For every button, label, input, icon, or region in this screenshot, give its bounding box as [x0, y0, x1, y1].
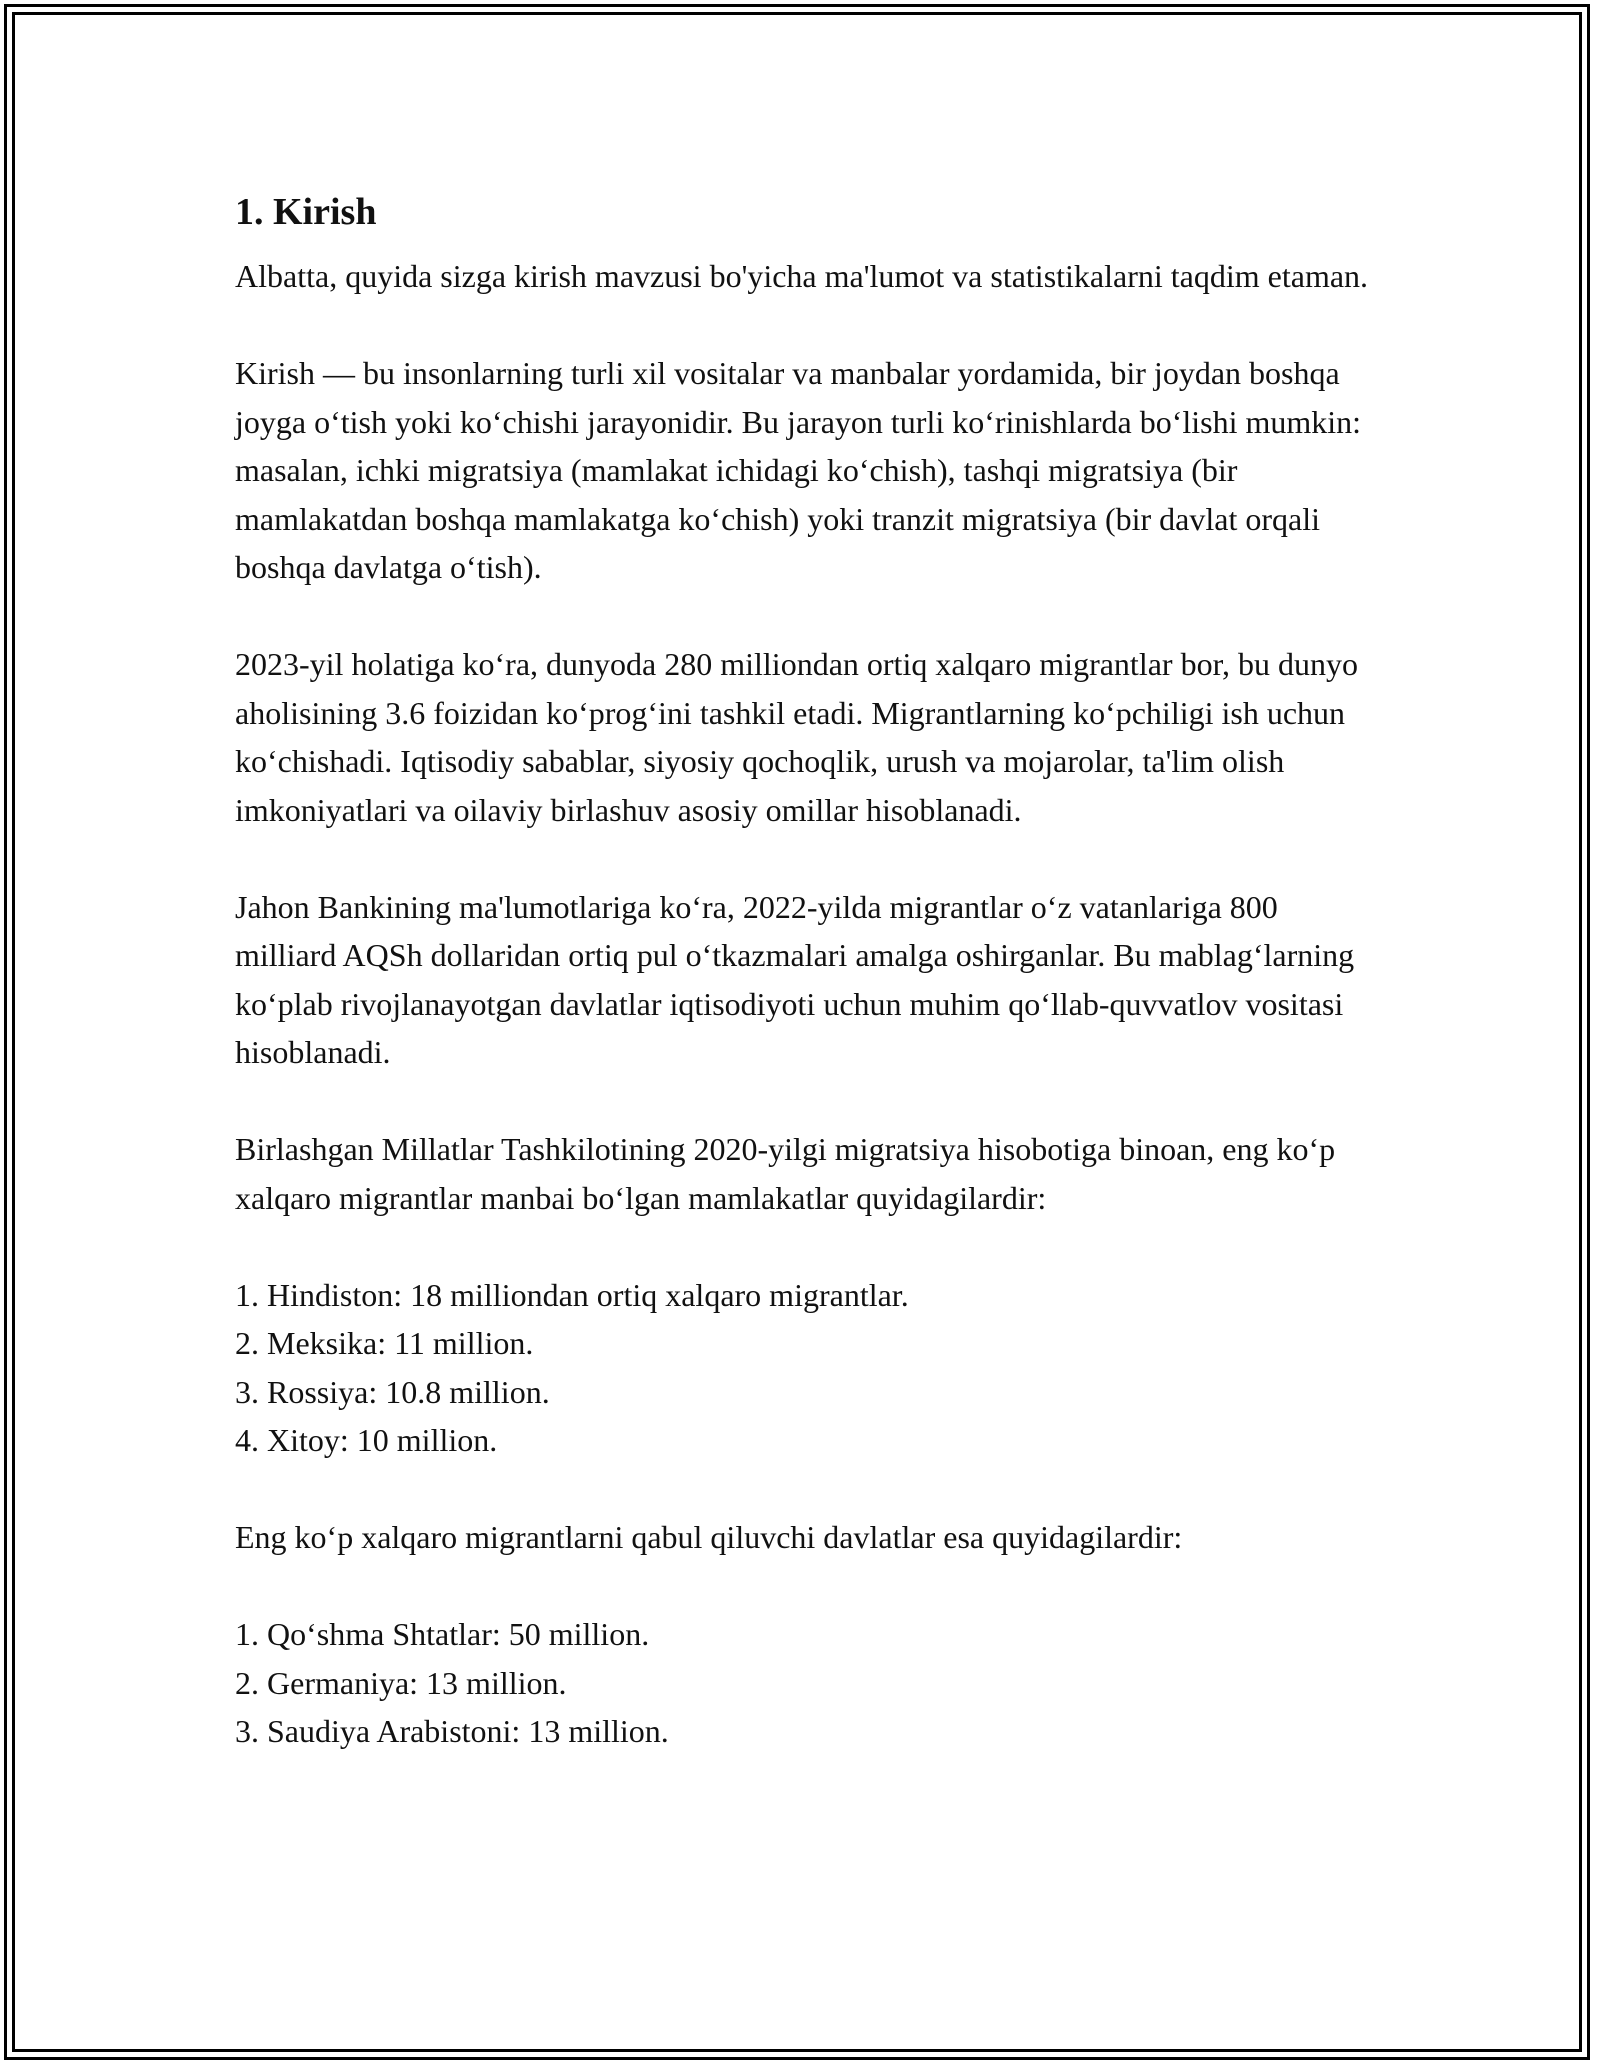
intro-paragraph: Albatta, quyida sizga kirish mavzusi bo'yicha ma'lumot va statistikalarni taqdim etaman.	[235, 258, 1369, 294]
section-heading: 1. Kirish	[235, 191, 377, 233]
list-item: 2. Meksika: 11 million.	[235, 1325, 534, 1361]
statistics-paragraph: 2023-yil holatiga ko‘ra, dunyoda 280 milliondan ortiq xalqaro migrantlar bor, bu dunyo aholisining 3.6 foizidan ko‘prog‘ini tashkil etadi. Migrantlarning ko‘pchiligi ish uchun ko‘chishadi. Iqtisodiy sabablar, siyosiy qochoqlik, urush va mojarolar, ta'lim olish imkoniyatlari va oilaviy birlashuv asosiy omillar hisoblanadi.	[235, 646, 1358, 828]
list-item: 2. Germaniya: 13 million.	[235, 1664, 567, 1701]
paragraph-spacer	[235, 592, 1375, 641]
paragraph-spacer	[235, 834, 1375, 883]
list-item: 3. Saudiya Arabistoni: 13 million.	[235, 1713, 669, 1749]
destination-countries-intro: Eng ko‘p xalqaro migrantlarni qabul qiluvchi davlatlar esa quyidagilardir:	[235, 1519, 1183, 1555]
paragraph-spacer	[235, 1077, 1375, 1126]
document-body	[235, 186, 1375, 1756]
list-item: 1. Hindiston: 18 milliondan ortiq xalqaro migrantlar.	[235, 1276, 909, 1313]
definition-paragraph: Kirish — bu insonlarning turli xil vositalar va manbalar yordamida, bir joydan boshqa joyga o‘tish yoki ko‘chishi jarayonidir. Bu jarayon turli ko‘rinishlarda bo‘lishi mumkin: masalan, ichki migratsiya (mamlakat ichidagi ko‘chish), tashqi migratsiya (bir mamlakatdan boshqa mamlakatga ko‘chish) yoki tranzit migratsiya (bir davlat orqali boshqa davlatga o‘tish).	[235, 355, 1362, 585]
destination-countries-list	[235, 1610, 1375, 1756]
list-item: 3. Rossiya: 10.8 million.	[235, 1373, 550, 1410]
paragraph-spacer	[235, 1562, 1375, 1611]
paragraph-spacer	[235, 301, 1375, 350]
remittance-paragraph: Jahon Bankining ma'lumotlariga ko‘ra, 2022-yilda migrantlar o‘z vatanlariga 800 milliard AQSh dollaridan ortiq pul o‘tkazmalari amalga oshirganlar. Bu mablag‘larning ko‘plab rivojlanayotgan davlatlar iqtisodiyoti uchun muhim qo‘llab-quvvatlov vositasi hisoblanadi.	[235, 888, 1355, 1070]
list-item: 4. Xitoy: 10 million.	[235, 1422, 498, 1458]
source-countries-intro: Birlashgan Millatlar Tashkilotining 2020-yilgi migratsiya hisobotiga binoan, eng ko‘p xalqaro migrantlar manbai bo‘lgan mamlakatlar quyidagilardir:	[235, 1131, 1336, 1216]
source-countries-list	[235, 1271, 1375, 1465]
list-item: 1. Qo‘shma Shtatlar: 50 million.	[235, 1616, 650, 1652]
paragraph-spacer	[235, 1465, 1375, 1514]
paragraph-spacer	[235, 1222, 1375, 1271]
